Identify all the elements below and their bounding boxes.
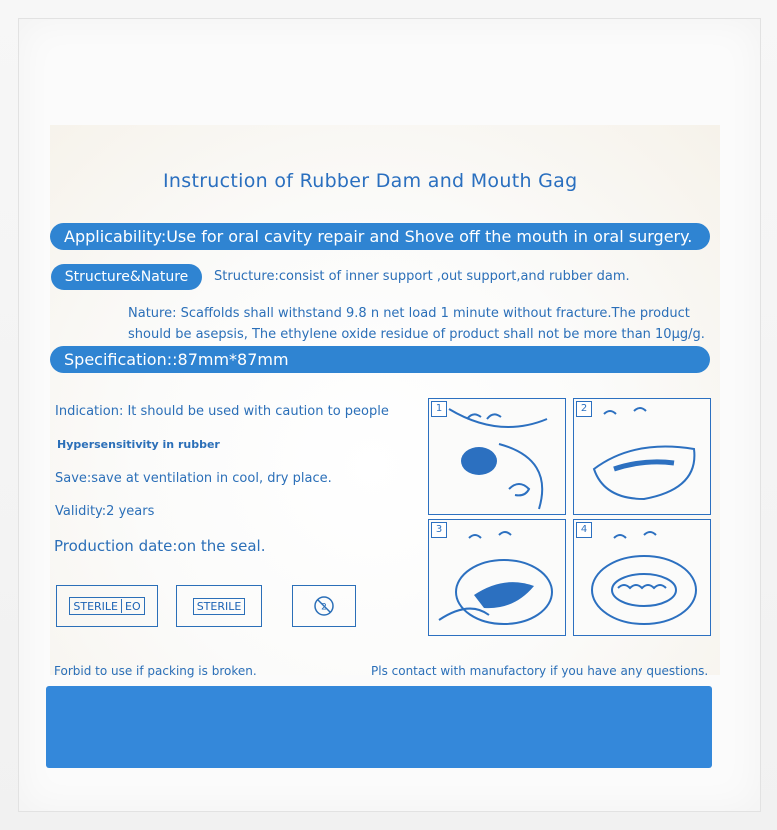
sterile-symbol bbox=[176, 585, 262, 627]
mouth-step1-icon bbox=[429, 399, 564, 513]
validity-text: Validity:2 years bbox=[55, 504, 155, 519]
do-not-reuse-symbol bbox=[292, 585, 356, 627]
step-number: 2 bbox=[576, 401, 592, 417]
save-text: Save:save at ventilation in cool, dry place. bbox=[55, 471, 332, 486]
step-number: 4 bbox=[576, 522, 592, 538]
step-panel-4 bbox=[573, 519, 711, 636]
sterile-eo-symbol bbox=[56, 585, 158, 627]
structure-nature-label: Structure&Nature bbox=[51, 264, 202, 290]
step-number: 1 bbox=[431, 401, 447, 417]
structure-text: Structure:consist of inner support ,out support,and rubber dam. bbox=[214, 269, 630, 284]
svg-text:2: 2 bbox=[321, 602, 327, 613]
mouth-step3-icon bbox=[429, 520, 564, 634]
specification-band bbox=[50, 346, 710, 373]
eo-label: EO bbox=[125, 599, 141, 613]
mouth-step2-icon bbox=[574, 399, 709, 513]
mouth-step4-icon bbox=[574, 520, 709, 634]
indication-text: Indication: It should be used with caution to people bbox=[55, 404, 389, 419]
sterile-eo-label: STERILE bbox=[73, 599, 118, 613]
footer-left-text: Forbid to use if packing is broken. bbox=[54, 664, 257, 678]
specification-text: Specification::87mm*87mm bbox=[64, 350, 289, 369]
footer-right-text: Pls contact with manufactory if you have any questions. bbox=[371, 664, 709, 678]
do-not-reuse-icon bbox=[313, 595, 335, 617]
step-number: 3 bbox=[431, 522, 447, 538]
sterile-label: STERILE bbox=[193, 598, 246, 615]
production-date-text: Production date:on the seal. bbox=[54, 537, 266, 555]
hypersensitivity-text: Hypersensitivity in rubber bbox=[57, 438, 220, 451]
step-panel-2 bbox=[573, 398, 711, 515]
instruction-title: Instruction of Rubber Dam and Mouth Gag bbox=[163, 170, 578, 192]
applicability-text: Applicability:Use for oral cavity repair and Shove off the mouth in oral surgery. bbox=[64, 227, 693, 246]
instruction-diagram bbox=[428, 398, 712, 636]
applicability-band bbox=[50, 223, 710, 250]
nature-text: Nature: Scaffolds shall withstand 9.8 n net load 1 minute without fracture.The product should be asepsis, The ethylene oxide residue of product shall not be more than 10μg/g. bbox=[128, 306, 705, 342]
step-panel-1 bbox=[428, 398, 566, 515]
step-panel-3 bbox=[428, 519, 566, 636]
symbol-boxes bbox=[56, 585, 356, 625]
blue-label-block bbox=[46, 686, 712, 768]
